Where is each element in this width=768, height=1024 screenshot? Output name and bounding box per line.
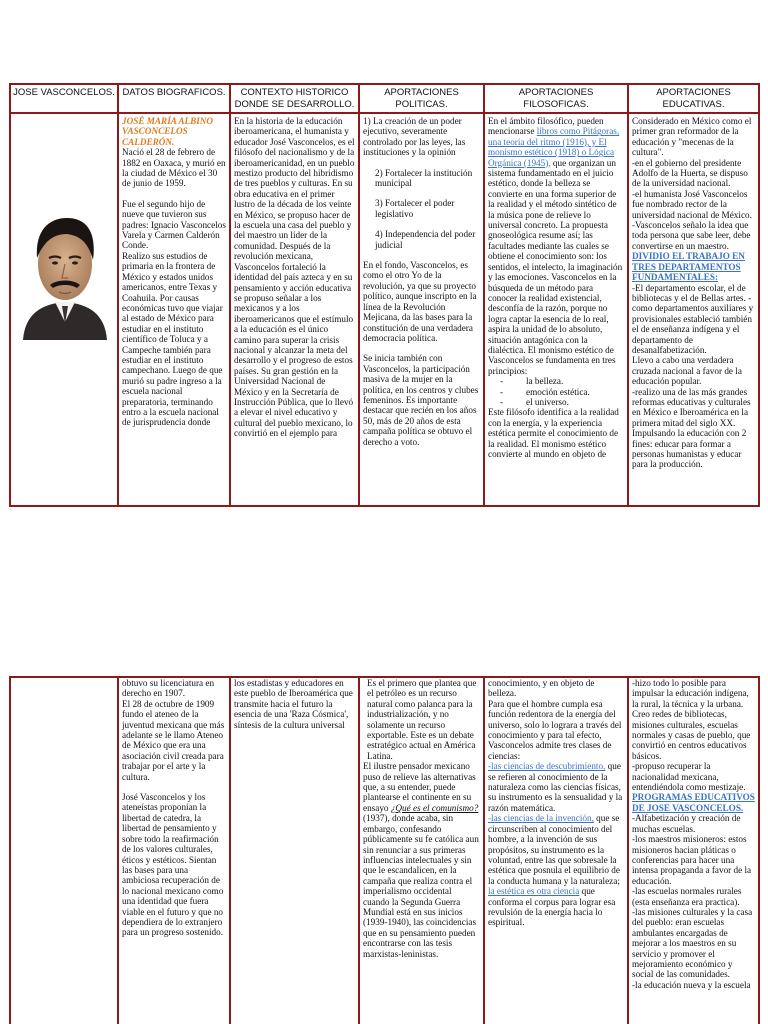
edu-paragraph: -realizo una de las más grandes reformas educativas y culturales en México e Iberoamérica en la primera mitad del siglo XX. — [632, 386, 751, 428]
bio-family: Fue el segundo hijo de nueve que tuvieron sus padres: Ignacio Vasconcelos Varela y Carmen Calderón Conde. — [122, 198, 226, 251]
edu-paragraph: -la educación nueva y la escuela — [632, 979, 751, 990]
political-cell — [360, 114, 485, 505]
list-item: - la belleza. — [526, 376, 624, 386]
edu-paragraph: -las misiones culturales y la casa del pueblo: eran escuelas ambulantes encargadas de mejorar a los maestros en su servicio y promover el mejoramiento económico y social de las comunidades. — [632, 906, 753, 980]
edu-paragraph: -Vasconcelos señalo la idea que toda persona que sabe leer, debe convertirse en un maestro. — [632, 220, 751, 251]
edu-paragraph: -Alfabetización y creación de muchas escuelas. — [632, 813, 741, 834]
context-cell — [231, 678, 360, 1024]
context-text: los estadistas y educadores en este pueblo de Iberoamérica que transmite hacia el futuro la esencia de una 'Raza Cósmica', síntesis de la cultura universal — [234, 678, 353, 730]
edu-paragraph: Impulsando la educación con 2 fines: educar para formar a personas humanistas y educar para la producción. — [632, 428, 747, 470]
political-item-2: 2) Fortalecer la institución municipal — [375, 167, 473, 189]
edu-paragraph: -El departamento escolar, el de bibliotecas y el de Bellas artes. -como departamentos auxiliares y provisionales estableció también el de enseñanza indígena y el departamento de desanalfabetización. — [632, 282, 754, 355]
aesthetics-text: que conforma el corpus para lograr esa revulsión de la energía hacia lo espiritual. — [488, 886, 616, 928]
political-item-1: 1) La creación de un poder ejecutivo, severamente controlado por las leyes, las instituciones y la opinión — [363, 116, 466, 158]
list-item: - el universo. — [526, 397, 624, 407]
bio-degree: obtuvo su licenciatura en derecho en 1907. — [122, 678, 215, 699]
discovery-text: que se refieren al conocimiento de la naturaleza como las ciencias físicas, su instrumento es la sensualidad y la razón matemática. — [488, 761, 623, 813]
philosophy-cont: conocimiento, y en objeto de belleza. — [488, 678, 595, 699]
principles-list — [488, 376, 624, 407]
departments-heading[interactable]: DIVIDIO EL TRABAJO EN TRES DEPARTAMENTOS FUNDAMENTALES: — [632, 251, 745, 283]
political-item-4: 4) Independencia del poder judicial — [375, 229, 476, 250]
philosophy-after: Este filósofo identifica a la realidad con la energía, y la experiencia estética permite el conocimiento de la realidad. El monismo estético convierte al mundo en objeto de — [488, 407, 619, 459]
political-paragraph-1: En el fondo, Vasconcelos, es como el otro Yo de la revolución, ya que su proyecto político, aunque inscripto en la línea de la Revolución Mejicana, da las bases para la constitución de una verdadera democracia política. — [363, 260, 477, 343]
edu-paragraph: -el humanista José Vasconcelos fue nombrado rector de la universidad nacional de México. — [632, 188, 752, 220]
header-aportaciones-politicas: APORTACIONES POLITICAS. — [360, 85, 485, 112]
philosophy-text — [488, 116, 624, 376]
books-link[interactable]: libros como Pitágoras, una teoría del ritmo (1916), y El monismo estético (1918) o Lógica Orgánica (1945), — [488, 126, 620, 168]
portrait-cell — [11, 114, 119, 505]
edu-paragraph: -en el gobierno del presidente Adolfo de la Huerta, se dispuso de la universidad nacional. — [632, 157, 748, 189]
bio-ateneistas: José Vasconcelos y los ateneístas proponían la libertad de catedra, la libertad de pensamiento y sobre todo la reafirmación de los valores culturales, éticos y estéticos. Sientan las bases para una ambiciosa recuperación de lo nacional mexicano como una identidad que fuera viable en el futuro y que no dependiera de lo extranjero para un progreso sostenido. — [122, 792, 224, 938]
philosophy-cell — [485, 678, 629, 1024]
bio-ateneo: El 28 de octubre de 1909 fundo el ateneo de la juventud mexicana que más adelante se le llamo Ateneo de México que era una asociación civil creada para trabajar por el arte y la cultura. — [122, 698, 225, 782]
education-cell — [629, 114, 758, 505]
bio-cell — [119, 678, 231, 1024]
philosophy-cell — [485, 114, 629, 505]
science-invention — [488, 813, 624, 927]
political-essay-rest: (1937), donde acaba, sin embargo, confesando públicamente su fe católica aun sin renunciar a sus primeras influencias intelectuales y sin que le escandalicen, en la campaña que realiza contra el imperialismo occidental cuando la Segunda Guerra Mundial está en sus inicios (1939-1940), las coincidencias que en su pensamiento pueden encontrarse con las tesis marxistas-leninistas. — [363, 813, 479, 959]
edu-paragraph: -las escuelas normales rurales (esta enseñanza era practica). — [632, 886, 742, 907]
header-contexto-historico: CONTEXTO HISTORICO DONDE SE DESARROLLO. — [231, 85, 360, 112]
portrait-image — [17, 206, 113, 340]
invention-text: que se circunscriben al conocimiento del hombre, a la invención de sus propósitos, su instrumento es la voluntad, entre las que sobresale la estética que posnula el equilibrio de la conducta humana y la naturaleza; — [488, 813, 620, 886]
full-name: JOSÉ MARÍA ALBINO VASCONCELOS CALDERÓN. — [122, 116, 214, 147]
edu-paragraph: -propuso recuperar la nacionalidad mexicana, entendiéndola como mestizaje. — [632, 761, 746, 793]
political-cell — [360, 678, 485, 1024]
context-text: En la historia de la educación iberoamericana, el humanista y educador José Vasconcelos, es el filósofo del nacionalismo y de la iberoamericanidad, en un pueblo mestizo producto del hibridismo de tres pueblos y culturas. En su obra educativa en el primer lustro de la década de los veinte en México, se propuso hacer de la escuela una casa del pueblo y del maestro un líder de la comunidad. Después de la revolución mexicana, Vasconcelos fortaleció la identidad del país azteca y en su pensamiento y acción educativa se propuso señalar a los mexicanos y a los iberoamericanos que el estímulo a la educación es el único camino para superar la crisis nacional y alcanzar la meta del desarrollo y el progreso de estos países. Su gran gestión en la Universidad Nacional de México y en la Secretaría de Instrucción Pública, que lo llevó a elevar el nivel educativo y cultural del pueblo mexicano, lo convirtió en el ejemplo para — [234, 116, 355, 439]
political-essay-intro: El ilustre pensador mexicano puso de relieve las alternativas que, a su entender, puede plantearse el continente en su ensayo — [363, 761, 476, 813]
edu-paragraph: -hizo todo lo posible para impulsar la educación indígena, la rural, la técnica y la urbana. Creo redes de bibliotecas, misiones culturales, escuelas normales y casas de pueblo, que convirtió en centros educativos básicos. — [632, 678, 751, 761]
essay-title: ¿Qué es el comunismo? — [390, 802, 479, 813]
header-aportaciones-educativas: APORTACIONES EDUCATIVAS. — [656, 87, 731, 110]
political-paragraph-2: Se inicia también con Vasconcelos, la participación masiva de la mujer en la política, en los centros y clubes femeninos. Es importante destacar que recién en los años 50, más de 20 años de esta campaña política se obtuvo el derecho a voto. — [363, 353, 479, 447]
table-body-row — [11, 114, 758, 505]
table-body-row — [11, 678, 758, 1024]
edu-paragraph: Considerado en México como el primer gran reformador de la educación y "mecenas de la cultura". — [632, 116, 752, 158]
programs-heading[interactable]: PROGRAMAS EDUCATIVOS DE JOSE VASCONCELOS. — [632, 792, 755, 813]
political-item-3: 3) Fortalecer el poder legislativo — [375, 198, 455, 219]
edu-paragraph: Llevo a cabo una verdadera cruzada nacional a favor de la educación popular. — [632, 355, 742, 387]
portrait-cell-empty — [11, 678, 119, 1024]
table-page-2 — [9, 676, 760, 1024]
table-header-row — [11, 85, 758, 114]
philosophy-intro: En el ámbito filosófico, pueden mencionarse — [488, 116, 604, 137]
political-paragraph-4 — [363, 761, 480, 959]
philosophy-rest: que organizan un sistema fundamentado en el juicio estético, donde la belleza se convierte en una forma superior de la realidad y el método sintético de la música pone de relieve lo universal concreto. La propuesta gnoseológica resume así; las facultades mediante las cuales se obtiene el conocimiento son: los sentidos, el intelecto, la imaginación y las emociones. Vasconcelos en la búsqueda de un método para conocer la realidad existencial, desconfía de la razón, porque no logra captar la esencia de lo real, aspira la unidad de lo absoluto, situación antagónica con la dialéctica. El monismo estético de Vasconcelos se fundamenta en tres principios: — [488, 157, 623, 376]
header-aportaciones-filosoficas: APORTACIONES FILOSOFICAS. — [485, 85, 629, 112]
discovery-link[interactable]: -las ciencias de descubrimiento, — [488, 761, 606, 772]
context-cell — [231, 114, 360, 505]
header-jose-vasconcelos: JOSE VASCONCELOS. — [11, 85, 119, 112]
science-discovery — [488, 761, 624, 813]
political-paragraph-3: Es el primero que plantea que el petróleo es un recurso natural como palanca para la industrialización, y no solamente un recurso exportable. Este es un debate estratégico actual en América Latina. — [367, 678, 477, 761]
philosophy-sciences: Para que el hombre cumpla esa función redentora de la energía del universo, solo lo lograra a través del conocimiento y para tal efecto, Vasconcelos admite tres clases de ciencias: — [488, 698, 622, 761]
invention-link[interactable]: -las ciencias de la invención, — [488, 813, 594, 824]
bio-education: Realizo sus estudios de primaria en la frontera de México y estados unidos americanos, entre Texas y Coahuila. Por causas económicas tuvo que viajar al estado de México para estudiar en el instituto científico de Toluca y a Campeche también para estudiar en el instituto campechano. Luego de que murió su padre ingreso a la escuela nacional preparatoria, terminando entro a la escuela nacional de jurisprudencia donde — [122, 250, 223, 428]
education-cell — [629, 678, 758, 1024]
table-page-1 — [9, 83, 760, 507]
bio-cell — [119, 114, 231, 505]
aesthetics-link[interactable]: la estética es otra ciencia — [488, 886, 580, 897]
header-datos-biograficos: DATOS BIOGRAFICOS. — [119, 85, 231, 112]
bio-birth-death: Nació el 28 de febrero de 1882 en Oaxaca, y murió en la ciudad de México el 30 de junio de 1959. — [122, 147, 226, 189]
list-item: - emoción estética. — [526, 387, 624, 397]
edu-paragraph: -los maestros misioneros: estos misioneros hacian pláticas o conferencias para hacer una intensa propaganda a favor de la educación. — [632, 834, 752, 886]
